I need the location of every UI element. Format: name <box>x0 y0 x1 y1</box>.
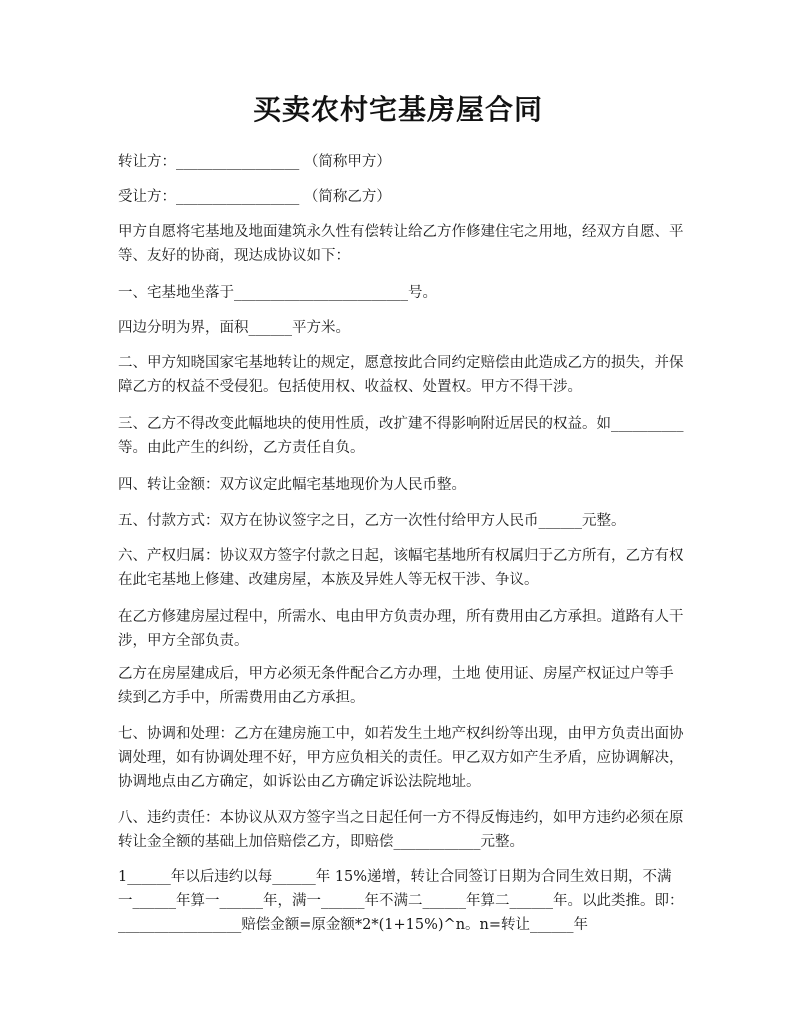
paragraph-completion: 乙方在房屋建成后，甲方必须无条件配合乙方办理，土地 使用证、房屋产权证过户等手续到乙方手中，所需费用由乙方承担。 <box>118 666 674 706</box>
paragraph-area: 四边分明为界，面积______平方米。 <box>118 320 350 336</box>
paragraph-clause-6: 六、产权归属：协议双方签字付款之日起，该幅宅基地所有权属归于乙方所有，乙方有权在此宅基地上修建、改建房屋，本族及异姓人等无权干涉、争议。 <box>118 548 684 588</box>
paragraph-construction: 在乙方修建房屋过程中，所需水、电由甲方负责办理，所有费用由乙方承担。道路有人干涉，甲方全部负责。 <box>118 609 684 649</box>
paragraph-clause-7: 七、协调和处理：乙方在建房施工中，如若发生土地产权纠纷等出现，由甲方负责出面协调处理，如有协调处理不好，甲方应负相关的责任。甲乙双方如产生矛盾，应协调解决，协调地点由乙方确定，如诉讼由乙方确定诉讼法院地址。 <box>118 726 684 790</box>
document-title: 买卖农村宅基房屋合同 <box>252 93 543 126</box>
paragraph-clause-8: 八、违约责任：本协议从双方签字当之日起任何一方不得反悔违约，如甲方违约必须在原转让金全额的基础上加倍赔偿乙方，即赔偿____________元整。 <box>118 810 684 850</box>
paragraph-compensation: 1______年以后违约以每______年 15%递增，转让合同签订日期为合同生效日期，不满一______年算一______年，满一______年不满二______年算二______年。以此类推。即：_________________赔偿金额=原金额*2*(1+15%)^n。n=转让______年 <box>118 869 684 933</box>
paragraph-clause-2: 二、甲方知晓国家宅基地转让的规定，愿意按此合同约定赔偿由此造成乙方的损失，并保障乙方的权益不受侵犯。包括使用权、收益权、处置权。甲方不得干涉。 <box>118 355 684 395</box>
paragraph-clause-4: 四、转让金额：双方议定此幅宅基地现价为人民币整。 <box>118 477 466 493</box>
paragraph-transferee: 受让方：_________________ （简称乙方） <box>118 189 391 205</box>
paragraph-clause-3: 三、乙方不得改变此幅地块的使用性质，改扩建不得影响附近居民的权益。如__________等。由此产生的纠纷，乙方责任自负。 <box>118 416 684 456</box>
paragraph-transferor: 转让方：_________________ （简称甲方） <box>118 154 391 170</box>
paragraph-clause-1: 一、宅基地坐落于________________________号。 <box>118 285 437 301</box>
paragraph-clause-5: 五、付款方式：双方在协议签字之日，乙方一次性付给甲方人民币______元整。 <box>118 513 626 529</box>
paragraph-intro: 甲方自愿将宅基地及地面建筑永久性有偿转让给乙方作修建住宅之用地，经双方自愿、平等、友好的协商，现达成协议如下： <box>118 224 684 264</box>
